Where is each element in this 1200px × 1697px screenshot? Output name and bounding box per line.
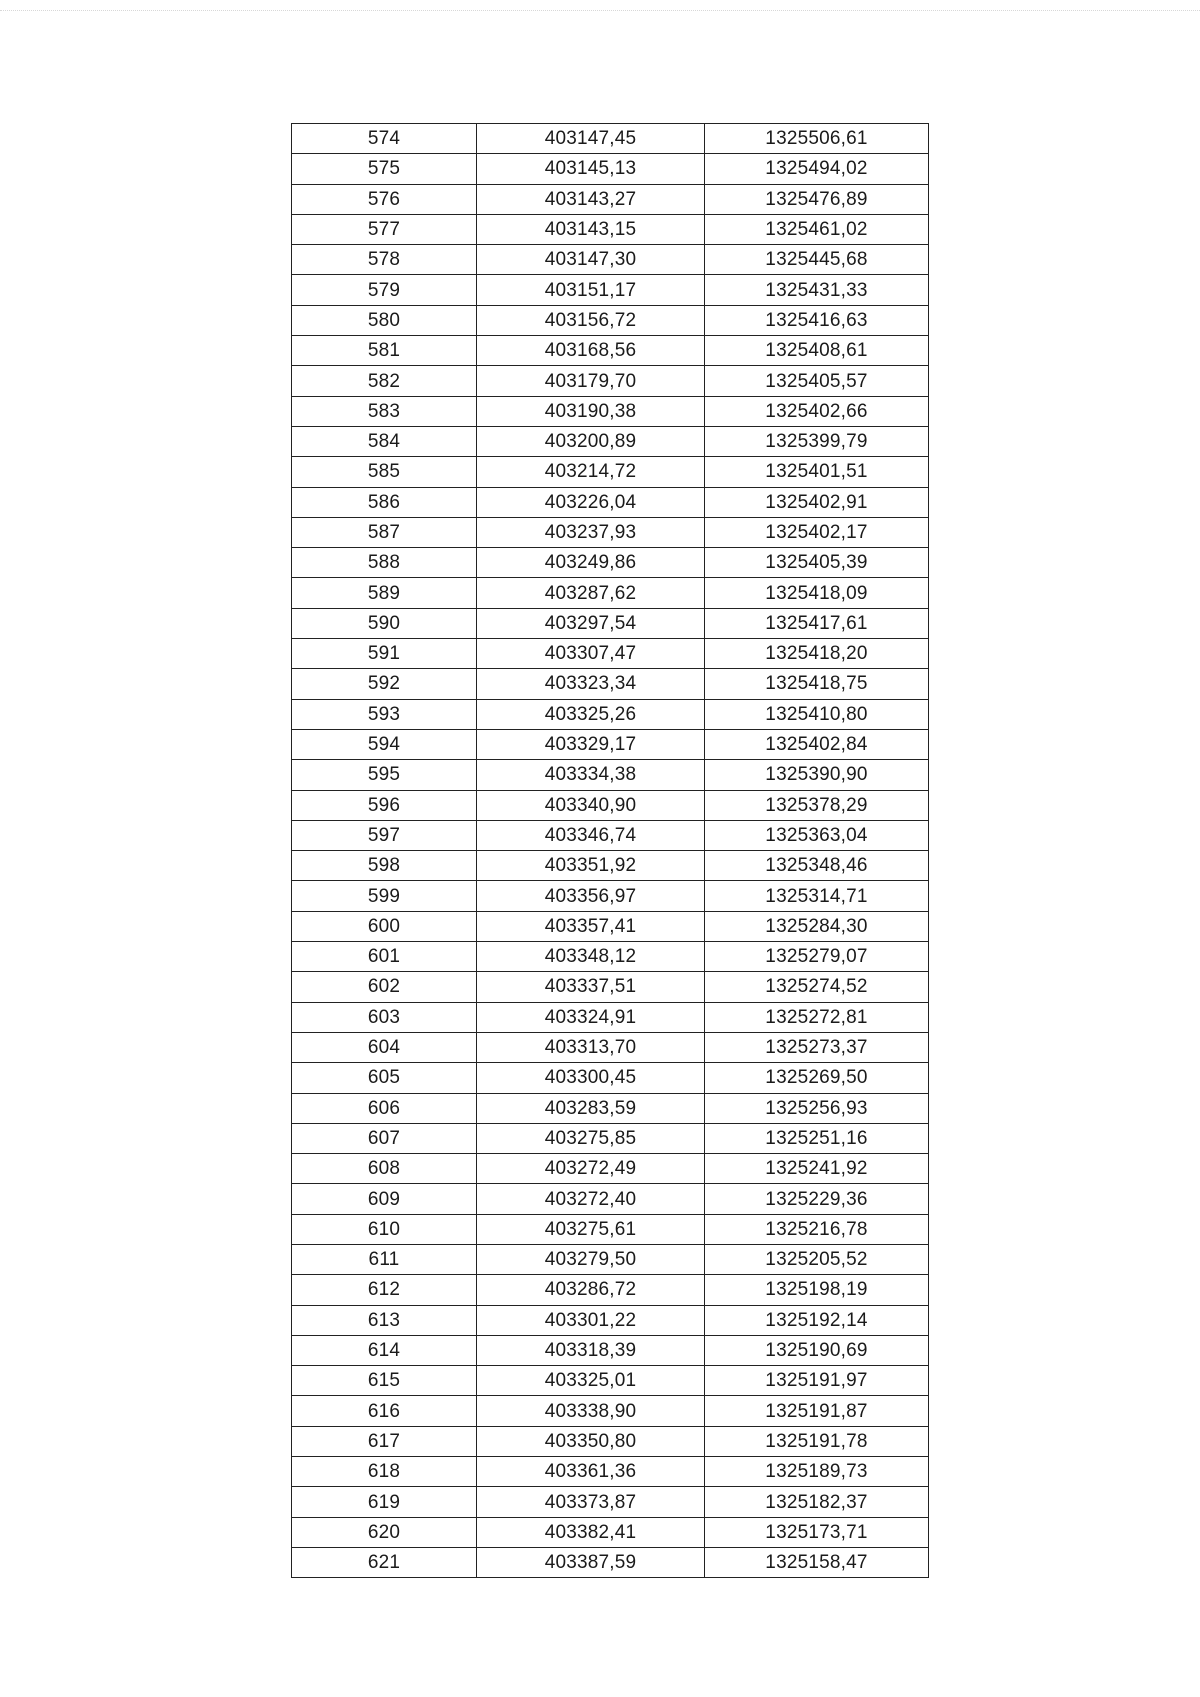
point-number-cell: 615 [292,1366,477,1396]
table-row [292,911,929,941]
point-number-cell: 590 [292,608,477,638]
y-coordinate-cell: 1325418,20 [705,639,929,669]
x-coordinate-cell: 403272,40 [477,1184,705,1214]
x-coordinate-cell: 403348,12 [477,942,705,972]
x-coordinate-cell: 403337,51 [477,972,705,1002]
y-coordinate-cell: 1325251,16 [705,1123,929,1153]
y-coordinate-cell: 1325408,61 [705,336,929,366]
point-number-cell: 609 [292,1184,477,1214]
x-coordinate-cell: 403275,61 [477,1214,705,1244]
y-coordinate-cell: 1325191,78 [705,1426,929,1456]
table-row [292,245,929,275]
scan-edge-line [0,10,1200,11]
table-row [292,1063,929,1093]
x-coordinate-cell: 403179,70 [477,366,705,396]
point-number-cell: 616 [292,1396,477,1426]
y-coordinate-cell: 1325405,57 [705,366,929,396]
y-coordinate-cell: 1325198,19 [705,1275,929,1305]
table-row [292,608,929,638]
x-coordinate-cell: 403373,87 [477,1487,705,1517]
table-row [292,942,929,972]
y-coordinate-cell: 1325205,52 [705,1244,929,1274]
x-coordinate-cell: 403168,56 [477,336,705,366]
point-number-cell: 599 [292,881,477,911]
table-row [292,972,929,1002]
x-coordinate-cell: 403329,17 [477,729,705,759]
x-coordinate-cell: 403323,34 [477,669,705,699]
y-coordinate-cell: 1325418,09 [705,578,929,608]
x-coordinate-cell: 403361,36 [477,1457,705,1487]
table-row [292,1426,929,1456]
table-row [292,1517,929,1547]
table-row [292,366,929,396]
table-row [292,1457,929,1487]
point-number-cell: 580 [292,305,477,335]
y-coordinate-cell: 1325274,52 [705,972,929,1002]
y-coordinate-cell: 1325416,63 [705,305,929,335]
x-coordinate-cell: 403279,50 [477,1244,705,1274]
point-number-cell: 574 [292,124,477,154]
table-row [292,1032,929,1062]
y-coordinate-cell: 1325363,04 [705,820,929,850]
x-coordinate-cell: 403151,17 [477,275,705,305]
y-coordinate-cell: 1325402,84 [705,729,929,759]
table-row [292,1305,929,1335]
x-coordinate-cell: 403382,41 [477,1517,705,1547]
point-number-cell: 612 [292,1275,477,1305]
y-coordinate-cell: 1325410,80 [705,699,929,729]
y-coordinate-cell: 1325390,90 [705,760,929,790]
table-row [292,639,929,669]
y-coordinate-cell: 1325158,47 [705,1547,929,1577]
point-number-cell: 577 [292,214,477,244]
point-number-cell: 593 [292,699,477,729]
point-number-cell: 582 [292,366,477,396]
document-page [291,123,928,1578]
x-coordinate-cell: 403350,80 [477,1426,705,1456]
point-number-cell: 585 [292,457,477,487]
point-number-cell: 581 [292,336,477,366]
x-coordinate-cell: 403214,72 [477,457,705,487]
point-number-cell: 586 [292,487,477,517]
point-number-cell: 610 [292,1214,477,1244]
y-coordinate-cell: 1325378,29 [705,790,929,820]
table-row [292,820,929,850]
x-coordinate-cell: 403275,85 [477,1123,705,1153]
point-number-cell: 600 [292,911,477,941]
point-number-cell: 591 [292,639,477,669]
y-coordinate-cell: 1325190,69 [705,1335,929,1365]
y-coordinate-cell: 1325348,46 [705,851,929,881]
x-coordinate-cell: 403297,54 [477,608,705,638]
x-coordinate-cell: 403145,13 [477,154,705,184]
coordinates-table-body [292,124,929,1578]
x-coordinate-cell: 403351,92 [477,851,705,881]
point-number-cell: 592 [292,669,477,699]
y-coordinate-cell: 1325405,39 [705,548,929,578]
point-number-cell: 608 [292,1154,477,1184]
point-number-cell: 596 [292,790,477,820]
x-coordinate-cell: 403324,91 [477,1002,705,1032]
point-number-cell: 619 [292,1487,477,1517]
y-coordinate-cell: 1325461,02 [705,214,929,244]
point-number-cell: 587 [292,517,477,547]
table-row [292,1214,929,1244]
point-number-cell: 618 [292,1457,477,1487]
point-number-cell: 613 [292,1305,477,1335]
x-coordinate-cell: 403147,30 [477,245,705,275]
table-row [292,851,929,881]
y-coordinate-cell: 1325216,78 [705,1214,929,1244]
x-coordinate-cell: 403200,89 [477,426,705,456]
table-row [292,790,929,820]
table-row [292,1335,929,1365]
x-coordinate-cell: 403340,90 [477,790,705,820]
table-row [292,426,929,456]
y-coordinate-cell: 1325402,66 [705,396,929,426]
point-number-cell: 617 [292,1426,477,1456]
x-coordinate-cell: 403357,41 [477,911,705,941]
x-coordinate-cell: 403272,49 [477,1154,705,1184]
y-coordinate-cell: 1325418,75 [705,669,929,699]
x-coordinate-cell: 403325,26 [477,699,705,729]
table-row [292,578,929,608]
table-row [292,487,929,517]
y-coordinate-cell: 1325173,71 [705,1517,929,1547]
point-number-cell: 584 [292,426,477,456]
point-number-cell: 576 [292,184,477,214]
table-row [292,699,929,729]
point-number-cell: 601 [292,942,477,972]
x-coordinate-cell: 403301,22 [477,1305,705,1335]
x-coordinate-cell: 403190,38 [477,396,705,426]
x-coordinate-cell: 403334,38 [477,760,705,790]
point-number-cell: 604 [292,1032,477,1062]
x-coordinate-cell: 403300,45 [477,1063,705,1093]
table-row [292,760,929,790]
table-row [292,1093,929,1123]
table-row [292,1366,929,1396]
table-row [292,184,929,214]
point-number-cell: 595 [292,760,477,790]
y-coordinate-cell: 1325401,51 [705,457,929,487]
y-coordinate-cell: 1325191,97 [705,1366,929,1396]
table-row [292,669,929,699]
table-row [292,548,929,578]
table-row [292,305,929,335]
table-row [292,1275,929,1305]
x-coordinate-cell: 403226,04 [477,487,705,517]
x-coordinate-cell: 403346,74 [477,820,705,850]
y-coordinate-cell: 1325191,87 [705,1396,929,1426]
y-coordinate-cell: 1325189,73 [705,1457,929,1487]
table-row [292,1487,929,1517]
table-row [292,275,929,305]
point-number-cell: 606 [292,1093,477,1123]
point-number-cell: 578 [292,245,477,275]
y-coordinate-cell: 1325431,33 [705,275,929,305]
y-coordinate-cell: 1325272,81 [705,1002,929,1032]
point-number-cell: 598 [292,851,477,881]
y-coordinate-cell: 1325506,61 [705,124,929,154]
table-row [292,1244,929,1274]
table-row [292,1123,929,1153]
table-row [292,154,929,184]
point-number-cell: 583 [292,396,477,426]
table-row [292,1184,929,1214]
y-coordinate-cell: 1325229,36 [705,1184,929,1214]
point-number-cell: 589 [292,578,477,608]
x-coordinate-cell: 403356,97 [477,881,705,911]
y-coordinate-cell: 1325182,37 [705,1487,929,1517]
y-coordinate-cell: 1325399,79 [705,426,929,456]
coordinates-table [291,123,929,1578]
x-coordinate-cell: 403313,70 [477,1032,705,1062]
y-coordinate-cell: 1325284,30 [705,911,929,941]
y-coordinate-cell: 1325273,37 [705,1032,929,1062]
table-row [292,396,929,426]
table-row [292,1154,929,1184]
x-coordinate-cell: 403237,93 [477,517,705,547]
point-number-cell: 614 [292,1335,477,1365]
point-number-cell: 602 [292,972,477,1002]
y-coordinate-cell: 1325314,71 [705,881,929,911]
table-row [292,336,929,366]
x-coordinate-cell: 403307,47 [477,639,705,669]
table-row [292,1547,929,1577]
x-coordinate-cell: 403143,15 [477,214,705,244]
x-coordinate-cell: 403318,39 [477,1335,705,1365]
x-coordinate-cell: 403338,90 [477,1396,705,1426]
table-row [292,124,929,154]
y-coordinate-cell: 1325445,68 [705,245,929,275]
x-coordinate-cell: 403143,27 [477,184,705,214]
y-coordinate-cell: 1325402,91 [705,487,929,517]
point-number-cell: 611 [292,1244,477,1274]
point-number-cell: 597 [292,820,477,850]
y-coordinate-cell: 1325256,93 [705,1093,929,1123]
table-row [292,517,929,547]
table-row [292,881,929,911]
y-coordinate-cell: 1325494,02 [705,154,929,184]
table-row [292,1396,929,1426]
point-number-cell: 579 [292,275,477,305]
y-coordinate-cell: 1325241,92 [705,1154,929,1184]
point-number-cell: 594 [292,729,477,759]
point-number-cell: 605 [292,1063,477,1093]
point-number-cell: 588 [292,548,477,578]
table-row [292,1002,929,1032]
point-number-cell: 603 [292,1002,477,1032]
table-row [292,457,929,487]
y-coordinate-cell: 1325476,89 [705,184,929,214]
table-row [292,729,929,759]
point-number-cell: 620 [292,1517,477,1547]
x-coordinate-cell: 403156,72 [477,305,705,335]
y-coordinate-cell: 1325417,61 [705,608,929,638]
y-coordinate-cell: 1325279,07 [705,942,929,972]
x-coordinate-cell: 403147,45 [477,124,705,154]
point-number-cell: 607 [292,1123,477,1153]
x-coordinate-cell: 403325,01 [477,1366,705,1396]
x-coordinate-cell: 403249,86 [477,548,705,578]
table-row [292,214,929,244]
x-coordinate-cell: 403283,59 [477,1093,705,1123]
x-coordinate-cell: 403287,62 [477,578,705,608]
y-coordinate-cell: 1325269,50 [705,1063,929,1093]
y-coordinate-cell: 1325402,17 [705,517,929,547]
y-coordinate-cell: 1325192,14 [705,1305,929,1335]
point-number-cell: 575 [292,154,477,184]
x-coordinate-cell: 403387,59 [477,1547,705,1577]
x-coordinate-cell: 403286,72 [477,1275,705,1305]
point-number-cell: 621 [292,1547,477,1577]
